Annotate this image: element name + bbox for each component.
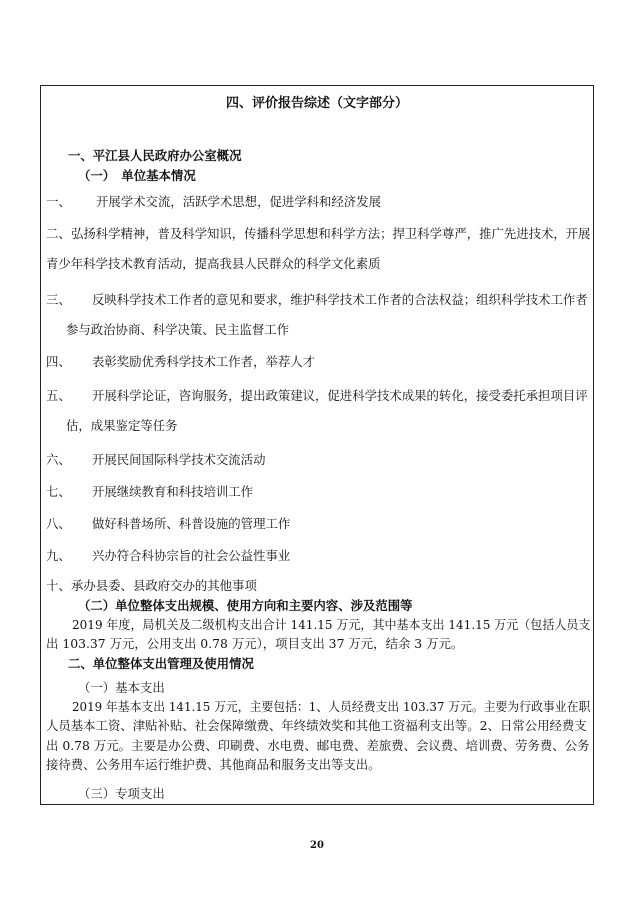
item-num: 四、 xyxy=(46,354,71,369)
item-text: 反映科学技术工作者的意见和要求，维护科学技术工作者的合法权益；组织科学技术工作者 xyxy=(92,292,588,307)
report-frame xyxy=(40,85,594,805)
body-line: 出 0.78 万元。主要是办公费、印刷费、水电费、邮电费、差旅费、会议费、培训费、劳务费、公务 xyxy=(46,738,590,753)
body-line: 2019 年度，局机关及二级机构支出合计 141.15 万元，其中基本支出 141.15 万元（包括人员支 xyxy=(72,617,591,632)
item-num: 八、 xyxy=(46,516,71,531)
section2-heading: 二、单位整体支出管理及使用情况 xyxy=(68,656,254,671)
item-text: 开展学术交流，活跃学术思想，促进学科和经济发展 xyxy=(96,194,381,209)
item-num: 三、 xyxy=(46,292,71,307)
item-num: 六、 xyxy=(46,452,71,467)
item-text-cont: 参与政治协商、科学决策、民主监督工作 xyxy=(66,322,290,337)
page-number: 20 xyxy=(310,840,324,851)
body-line: 接待费、公务用车运行维护费、其他商品和服务支出等支出。 xyxy=(46,757,381,772)
body-line: 2019 年基本支出 141.15 万元，主要包括：1、人员经费支出 103.37 万元。主要为行政事业在职 xyxy=(72,699,591,714)
item-text: 弘扬科学精神，普及科学知识，传播科学思想和科学方法；捍卫科学尊严，推广先进技术，开展 xyxy=(71,226,591,241)
item-text: 表彰奖励优秀科学技术工作者，举荐人才 xyxy=(92,354,316,369)
section2-sub1: （一）基本支出 xyxy=(78,680,165,695)
section2-sub3: （三）专项支出 xyxy=(78,786,165,801)
item-num: 二、 xyxy=(46,226,71,241)
section1-sub1: （一） 单位基本情况 xyxy=(78,168,196,183)
item-text-cont: 估，成果鉴定等任务 xyxy=(66,418,178,433)
body-line: 人员基本工资、津贴补贴、社会保障缴费、年终绩效奖和其他工资福利支出等。2、日常公用经费支 xyxy=(46,718,587,733)
item-text: 开展民间国际科学技术交流活动 xyxy=(92,452,266,467)
section1-sub2: （二）单位整体支出规模、使用方向和主要内容、涉及范围等 xyxy=(78,598,413,613)
item-text: 兴办符合科协宗旨的社会公益性事业 xyxy=(92,548,291,563)
item-num: 七、 xyxy=(46,484,71,499)
item-text: 做好科普场所、科普设施的管理工作 xyxy=(92,516,291,531)
item-text: 开展科学论证，咨询服务，提出政策建议，促进科学技术成果的转化，接受委托承担项目评 xyxy=(92,388,588,403)
item-text: 承办县委、县政府交办的其他事项 xyxy=(71,578,257,593)
item-num: 十、 xyxy=(46,578,71,593)
item-num: 九、 xyxy=(46,548,71,563)
item-num: 一、 xyxy=(46,194,71,209)
section1-heading: 一、平江县人民政府办公室概况 xyxy=(68,148,242,163)
body-line: 出 103.37 万元，公用支出 0.78 万元），项目支出 37 万元，结余 3 万元。 xyxy=(46,636,464,651)
item-text-cont: 青少年科学技术教育活动，提高我县人民群众的科学文化素质 xyxy=(46,256,381,271)
item-text: 开展继续教育和科技培训工作 xyxy=(92,484,254,499)
item-num: 五、 xyxy=(46,388,71,403)
page-title: 四、评价报告综述（文字部分） xyxy=(226,96,409,111)
